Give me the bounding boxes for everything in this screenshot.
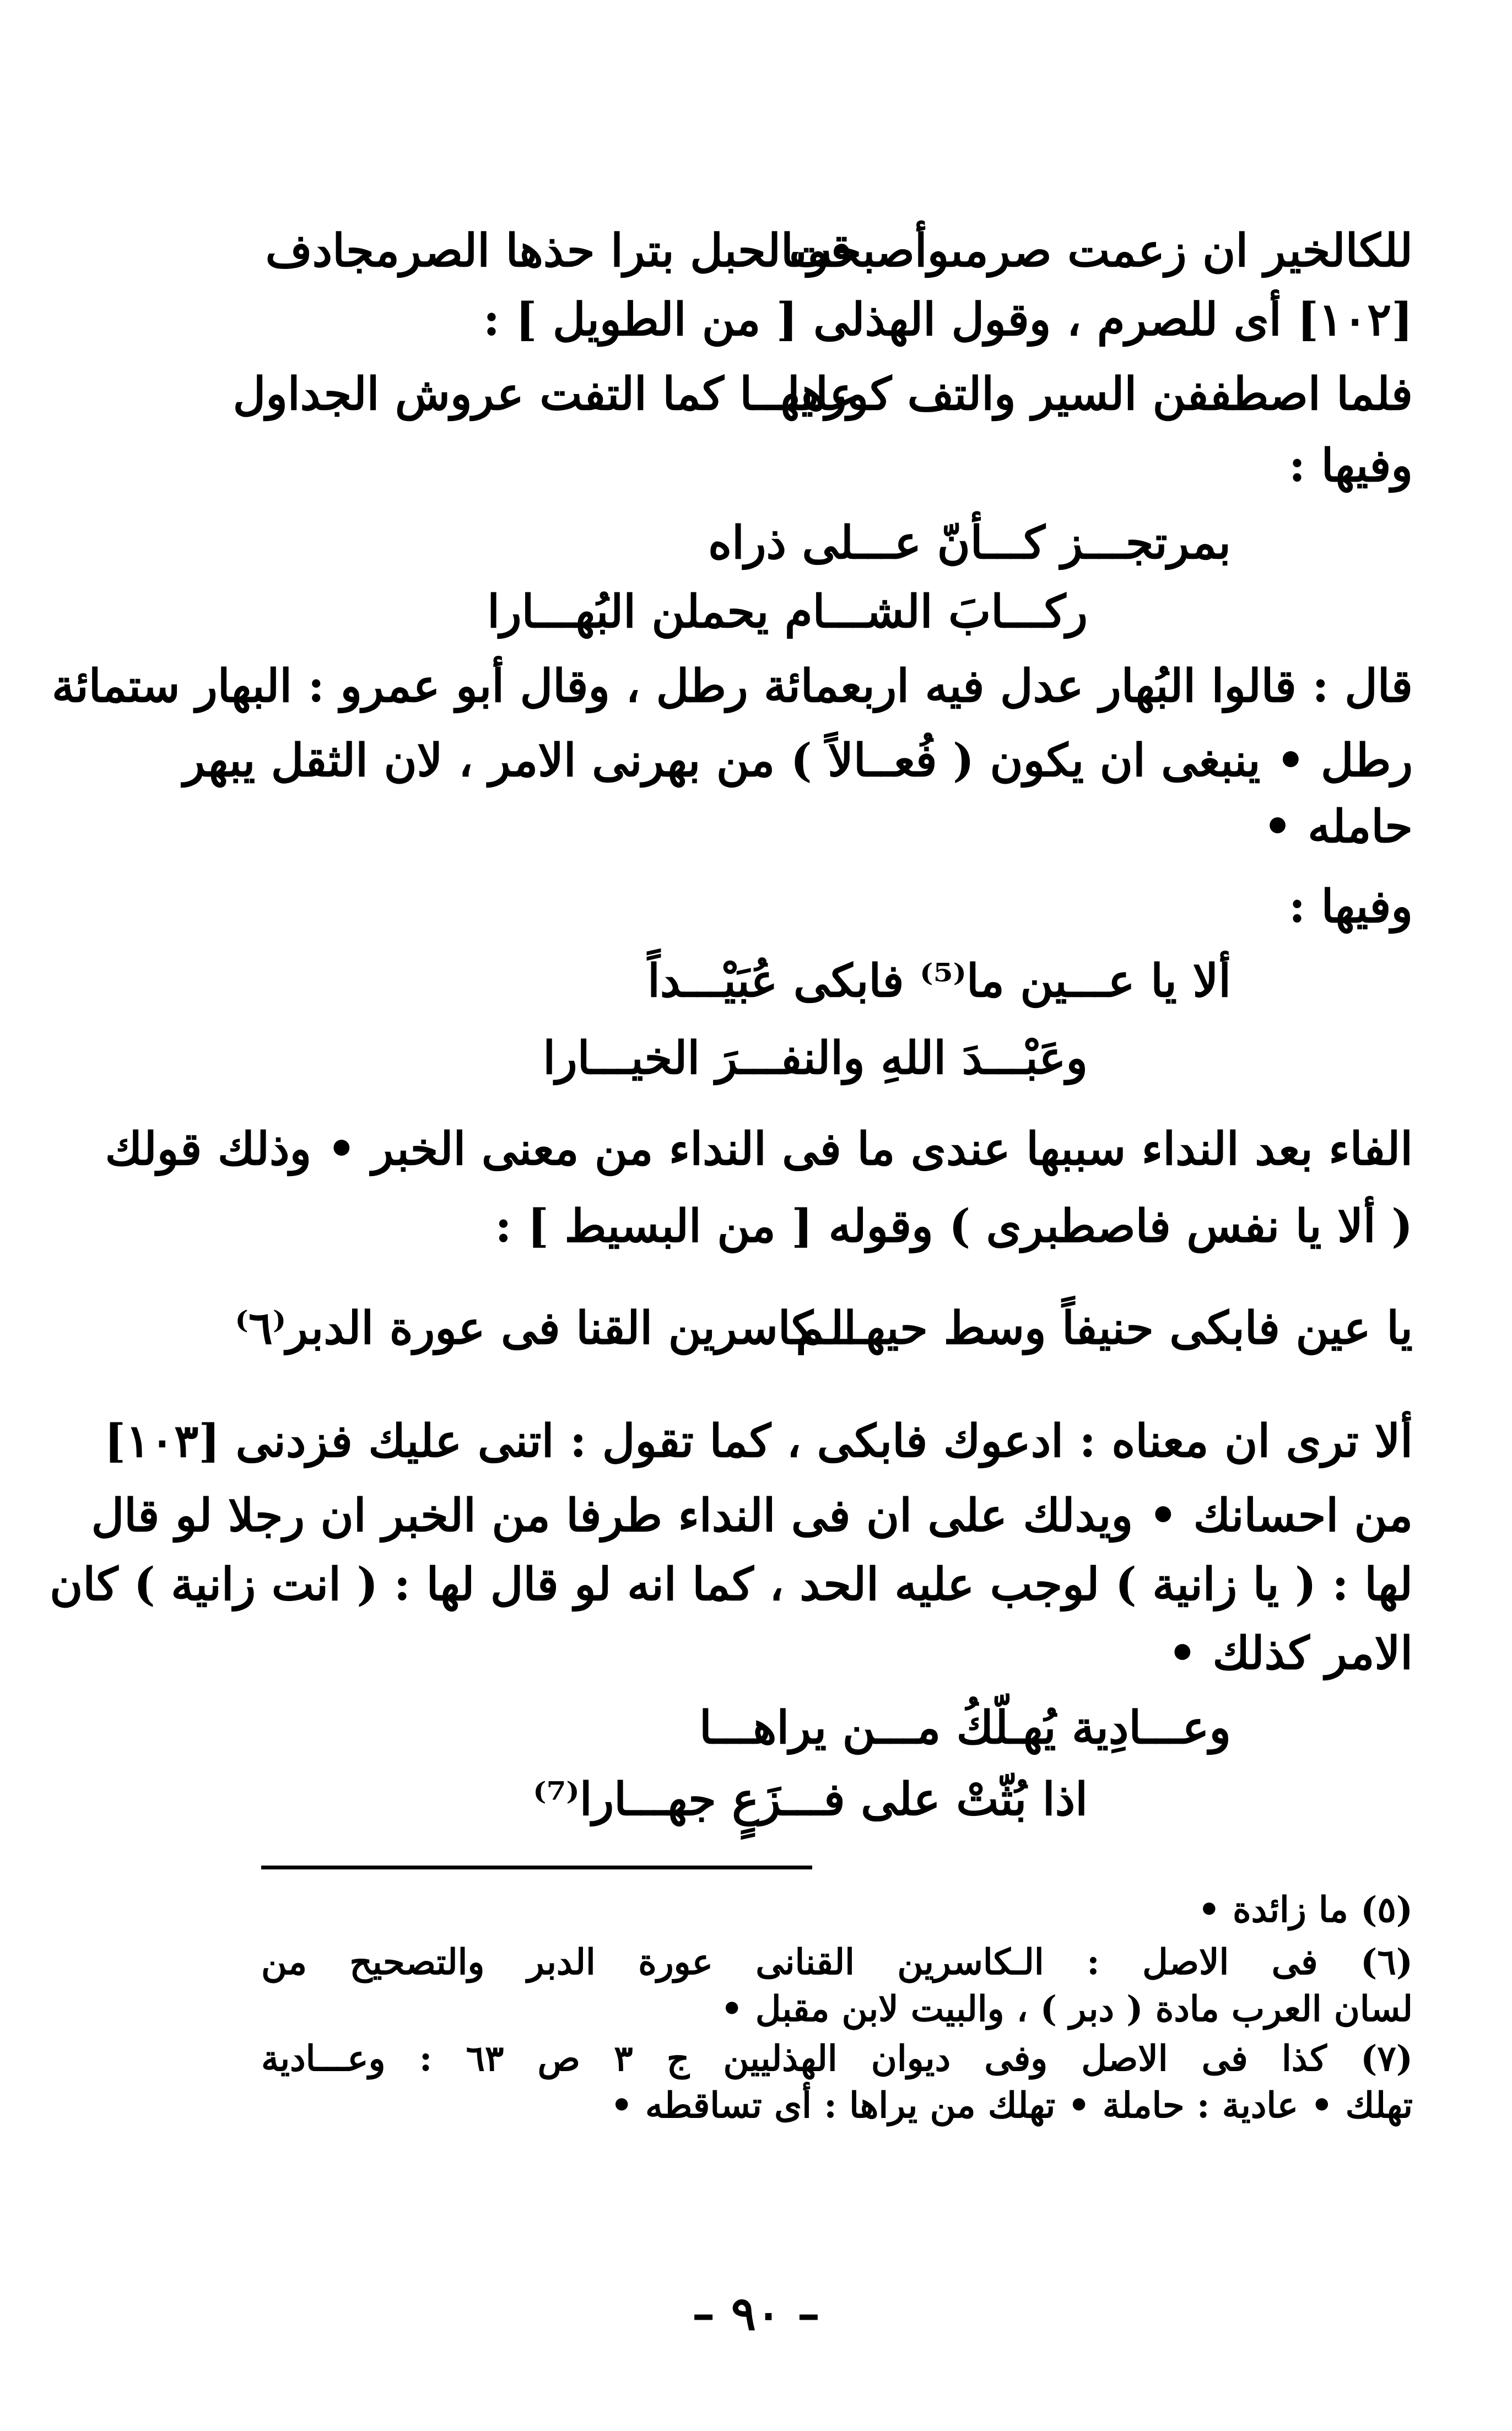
verse-line: ألا يا عـــين ما⁽⁵⁾ فابكى عُبَيْـــداً [647, 955, 1231, 1007]
text-line: [١٠٢] أى للصرم ، وقول الهذلى [ من الطويل ] : [483, 293, 1413, 346]
footnote: تهلك • عادية : حاملة • تهلك من يراها : أى تساقطه • [610, 2085, 1413, 2126]
text-line: ( ألا يا نفس فاصطبرى ) وقوله [ من البسيط ] : [495, 1200, 1413, 1253]
verse-hemistich-right: فلما اصطففن السير والتف كورها [787, 368, 1413, 421]
verse-line: اذا بُثّتْ على فـــزَعٍ جهـــارا⁽⁷⁾ [533, 1773, 1088, 1826]
verse-hemistich-left: الـكاسرين القنا فى عورة الدبر⁽٦⁾ [235, 1302, 856, 1355]
verse-hemistich-right: للكالخير ان زعمت صرمىوأصبحت [789, 224, 1413, 277]
verse-line: وعَبْـــدَ اللهِ والنفـــرَ الخيـــارا [543, 1032, 1088, 1085]
text-line: قال : قالوا البُهار عدل فيه اربعمائة رطل ، وقال أبو عمرو : البهار ستمائة [51, 660, 1413, 713]
verse-line: وعـــادِية يُهـلّكُ مـــن يراهـــا [699, 1701, 1231, 1754]
text-line: الامر كذلك • [1168, 1627, 1413, 1680]
footnote: لسان العرب مادة ( دبر ) ، والبيت لابن مقبل • [720, 1988, 1413, 2030]
text-line: ألا ترى ان معناه : ادعوك فابكى ، كما تقول : اتنى عليك فزدنى [١٠٣] [104, 1415, 1413, 1468]
text-line: حامله • [1263, 800, 1413, 853]
verse-hemistich-right: يا عين فابكى حنيفاً وسط حيهـــم [796, 1302, 1413, 1355]
text-line: رطل • ينبغى ان يكون ( فُعــالاً ) من بهرنى الامر ، لان الثقل يبهر [183, 734, 1413, 787]
footnote: (٧) كذا فى الاصل وفى ديوان الهذليين ج ٣ ص ٦٣ : وعـــادية [261, 2038, 1413, 2079]
verse-line: بمرتجـــز كـــأنّ عـــلى ذراه [708, 516, 1231, 569]
verse-line: ركـــابَ الشـــام يحملن البُهـــارا [487, 585, 1088, 638]
text-line: الفاء بعد النداء سببها عندى ما فى النداء من معنى الخبر • وذلك قولك [105, 1123, 1413, 1176]
footnote: (٦) فى الاصل : الـكاسرين القنانى عورة الدبر والتصحيح من [261, 1942, 1413, 1983]
page-number: – ٩٠ – [692, 2286, 820, 2341]
text-line: لها : ( يا زانية ) لوجب عليه الحد ، كما انه لو قال لها : ( انت زانية ) كان [50, 1558, 1413, 1611]
verse-hemistich-left: عليهــا كما التفت عروش الجداول [233, 368, 856, 421]
verse-hemistich-left: قوىالحبل بترا حذها الصرمجادف [265, 224, 852, 277]
text-line: من احسانك • ويدلك على ان فى النداء طرفا من الخبر ان رجلا لو قال [91, 1489, 1413, 1542]
footnote: (٥) ما زائدة • [1197, 1889, 1413, 1931]
text-line: وفيها : [1288, 880, 1413, 933]
footnote-separator [261, 1866, 812, 1869]
text-line: وفيها : [1288, 439, 1413, 492]
